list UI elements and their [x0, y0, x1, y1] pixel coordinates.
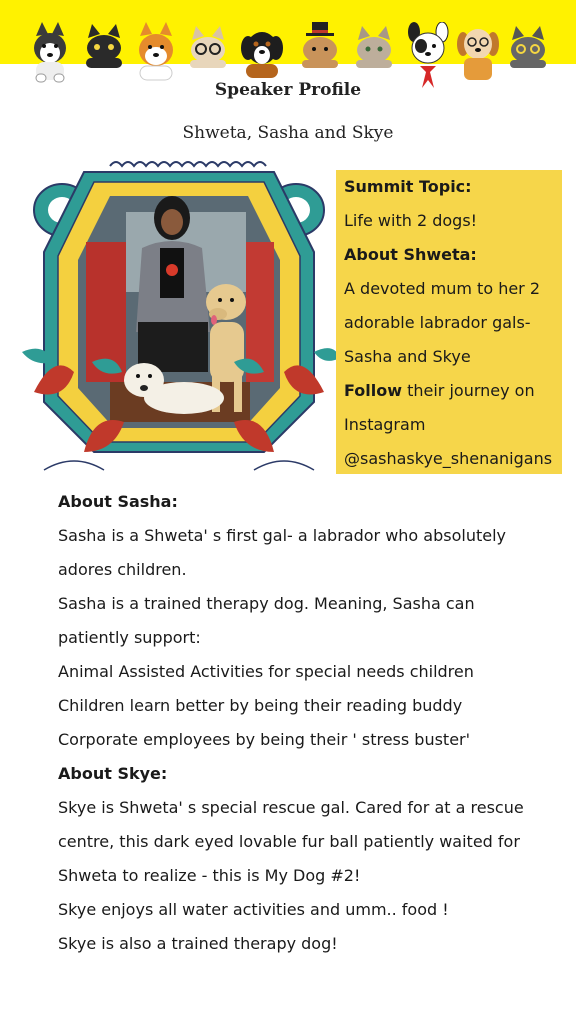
- skye-line: centre, this dark eyed lovable fur ball patiently waited for: [58, 832, 520, 851]
- sasha-line: Sasha is a trained therapy dog. Meaning, Sasha can: [58, 594, 475, 613]
- about-shweta-line: Sasha and Skye: [344, 347, 471, 366]
- skye-line: Skye is also a trained therapy dog!: [58, 934, 338, 953]
- skye-line: Shweta to realize - this is My Dog #2!: [58, 866, 361, 885]
- about-shweta-label: About Shweta:: [344, 245, 477, 264]
- sasha-line: Children learn better by being their reading buddy: [58, 696, 463, 715]
- sasha-line: adores children.: [58, 560, 187, 579]
- about-sasha-heading: About Sasha:: [58, 492, 178, 511]
- about-skye-heading: About Skye:: [58, 764, 168, 783]
- about-shweta-line: adorable labrador gals-: [344, 313, 531, 332]
- about-shweta-line: A devoted mum to her 2: [344, 279, 541, 298]
- skye-line: Skye enjoys all water activities and umm.. food !: [58, 900, 449, 919]
- follow-line: [344, 374, 535, 408]
- page-title: Speaker Profile: [214, 80, 362, 100]
- sasha-line: Corporate employees by being their ' stress buster': [58, 730, 471, 749]
- follow-text: their journey on: [402, 381, 535, 400]
- follow-line-2: Instagram: [344, 415, 426, 434]
- skye-line: Skye is Shweta' s special rescue gal. Cared for at a rescue: [58, 798, 524, 817]
- follow-label: Follow: [344, 381, 403, 400]
- speaker-names: Shweta, Sasha and Skye: [182, 123, 394, 143]
- instagram-handle: @sashaskye_shenanigans: [344, 449, 553, 468]
- sasha-line: Sasha is a Shweta' s first gal- a labrador who absolutely: [58, 526, 507, 545]
- topic-label: Summit Topic:: [344, 177, 472, 196]
- photo-frame: [14, 152, 344, 474]
- topic-value: Life with 2 dogs!: [344, 211, 478, 230]
- sasha-line: patiently support:: [58, 628, 201, 647]
- sasha-line: Animal Assisted Activities for special needs children: [58, 662, 474, 681]
